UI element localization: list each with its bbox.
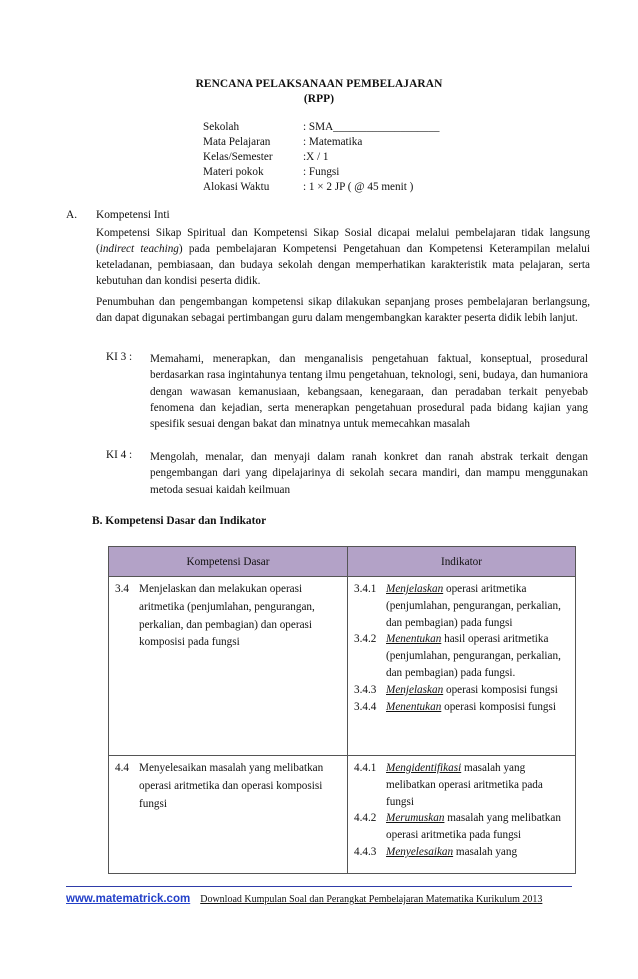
section-a-title: Kompetensi Inti [96,209,170,221]
indicator-cell [348,577,576,756]
kd-number: 3.4 [115,583,129,595]
indicator-verb: Menentukan [386,633,442,646]
indicator-cell [348,756,576,874]
indicator-text: masalah yang melibatkan operasi aritmetika pada fungsi [386,762,543,808]
kd-indicator-table [108,546,576,874]
ki3-text: Memahami, menerapkan, dan menganalisis pengetahuan faktual, konseptual, prosedural berdasarkan rasa ingintahunya tentang ilmu pengetahuan, teknologi, seni, budaya, dan humaniora dengan wawasan kemanusiaan, kebangsaan, kenegaraan, dan peradaban terkait penyebab fenomena dan kejadian, serta menerapkan pengetahuan prosedural pada bidang kajian yang spesifik sesuai dengan bakat dan minatnya untuk memecahkan masalah [150,353,588,431]
kd-cell [109,756,348,874]
indicator-verb: Menjelaskan [386,583,444,595]
indicator-item [354,844,569,861]
indicator-number: 3.4.4 [354,700,377,713]
indicator-text: hasil operasi aritmetika (penjumlahan, pengurangan, perkalian, dan pembagian) pada fungsi. [386,633,561,679]
footer-description: Download Kumpulan Soal dan Perangkat Pembelajaran Matematika Kurikulum 2013 [200,894,543,905]
footer-rule [66,886,572,887]
indicator-number: 3.4.1 [354,583,377,595]
section-b-title: B. Kompetensi Dasar dan Indikator [92,515,267,527]
meta-label-sekolah: Sekolah [203,121,240,133]
kd-number: 4.4 [115,762,129,774]
document-title: RENCANA PELAKSANAAN PEMBELAJARAN [195,78,443,90]
indicator-text: masalah yang [453,845,518,858]
footer-site-link[interactable]: www.matematrick.com [66,893,191,905]
header-indikator: Indikator [348,547,576,577]
meta-value-alokasi: : 1 × 2 JP ( @ 45 menit ) [303,181,414,193]
indicator-item [354,760,569,810]
para1-text-b: ) pada pembelajaran Kompetensi Pengetahuan dan Kompetensi Keterampilan melalui keteladanan, pembiasaan, dan budaya sekolah dengan memperhatikan karakteristik mata pelajaran, serta kebutuhan dan kondisi peserta didik. [96,243,590,287]
indicator-item [354,581,569,631]
indicator-verb: Menjelaskan [386,683,444,696]
para1-italic-term: indirect teaching [99,243,179,255]
document-subtitle: (RPP) [303,93,335,105]
meta-value-sekolah: : SMA___________________ [303,121,440,133]
meta-label-materi: Materi pokok [203,166,264,178]
table-row [109,577,576,756]
ki4-text: Mengolah, menalar, dan menyaji dalam ranah konkret dan ranah abstrak terkait dengan pengembangan dari yang dipelajarinya di sekolah secara mandiri, dan mampu menggunakan metoda sesuai kaidah keilmuan [150,451,588,496]
meta-value-kelas: :X / 1 [303,151,329,163]
indicator-item [354,631,569,681]
indicator-verb: Mengidentifikasi [386,762,462,774]
kd-item [115,760,341,813]
kd-item [115,581,341,652]
indicator-number: 4.4.2 [354,812,377,825]
indicator-verb: Merumuskan [386,812,445,825]
header-kompetensi-dasar: Kompetensi Dasar [109,547,348,577]
table-header-row [109,547,576,577]
indicator-number: 3.4.3 [354,683,377,696]
para1-text-a: Kompetensi Sikap Spiritual dan Kompetensi Sikap Sosial dicapai melalui pembelajaran tidak langsung ( [96,227,590,255]
meta-value-materi: : Fungsi [303,166,340,178]
meta-label-alokasi: Alokasi Waktu [203,181,270,193]
ki3-label: KI 3 : [106,351,133,363]
indicator-number: 3.4.2 [354,633,377,646]
meta-label-mapel: Mata Pelajaran [203,136,271,148]
kd-text: Menjelaskan dan melakukan operasi aritmetika (penjumlahan, pengurangan, perkalian, dan pembagian) dan operasi komposisi pada fungsi [139,583,315,649]
indicator-text: operasi komposisi fungsi [443,683,558,696]
indicator-item [354,810,569,844]
indicator-item [354,682,569,699]
indicator-text: masalah yang melibatkan operasi aritmetika pada fungsi [386,812,561,842]
indicator-verb: Menentukan [386,700,442,713]
table-row [109,756,576,874]
section-a-marker: A. [66,209,78,221]
section-a-paragraph-2: Penumbuhan dan pengembangan kompetensi sikap dilakukan sepanjang proses pembelajaran berlangsung, dan dapat digunakan sebagai pertimbangan guru dalam mengembangkan karakter peserta didik lebih lanjut. [96,296,590,324]
kd-cell [109,577,348,756]
kd-text: Menyelesaikan masalah yang melibatkan operasi aritmetika dan operasi komposisi fungsi [139,762,324,810]
meta-label-kelas: Kelas/Semester [203,151,273,163]
indicator-text: operasi aritmetika (penjumlahan, pengurangan, perkalian, dan pembagian) pada fungsi [386,583,561,629]
indicator-number: 4.4.3 [354,845,377,858]
footer [66,893,586,905]
ki4-label: KI 4 : [106,449,133,461]
section-a-paragraph-1 [96,225,590,289]
indicator-text: operasi komposisi fungsi [441,700,556,713]
indicator-number: 4.4.1 [354,762,377,774]
indicator-item [354,699,569,716]
meta-value-mapel: : Matematika [303,136,363,148]
indicator-verb: Menyelesaikan [386,845,454,858]
